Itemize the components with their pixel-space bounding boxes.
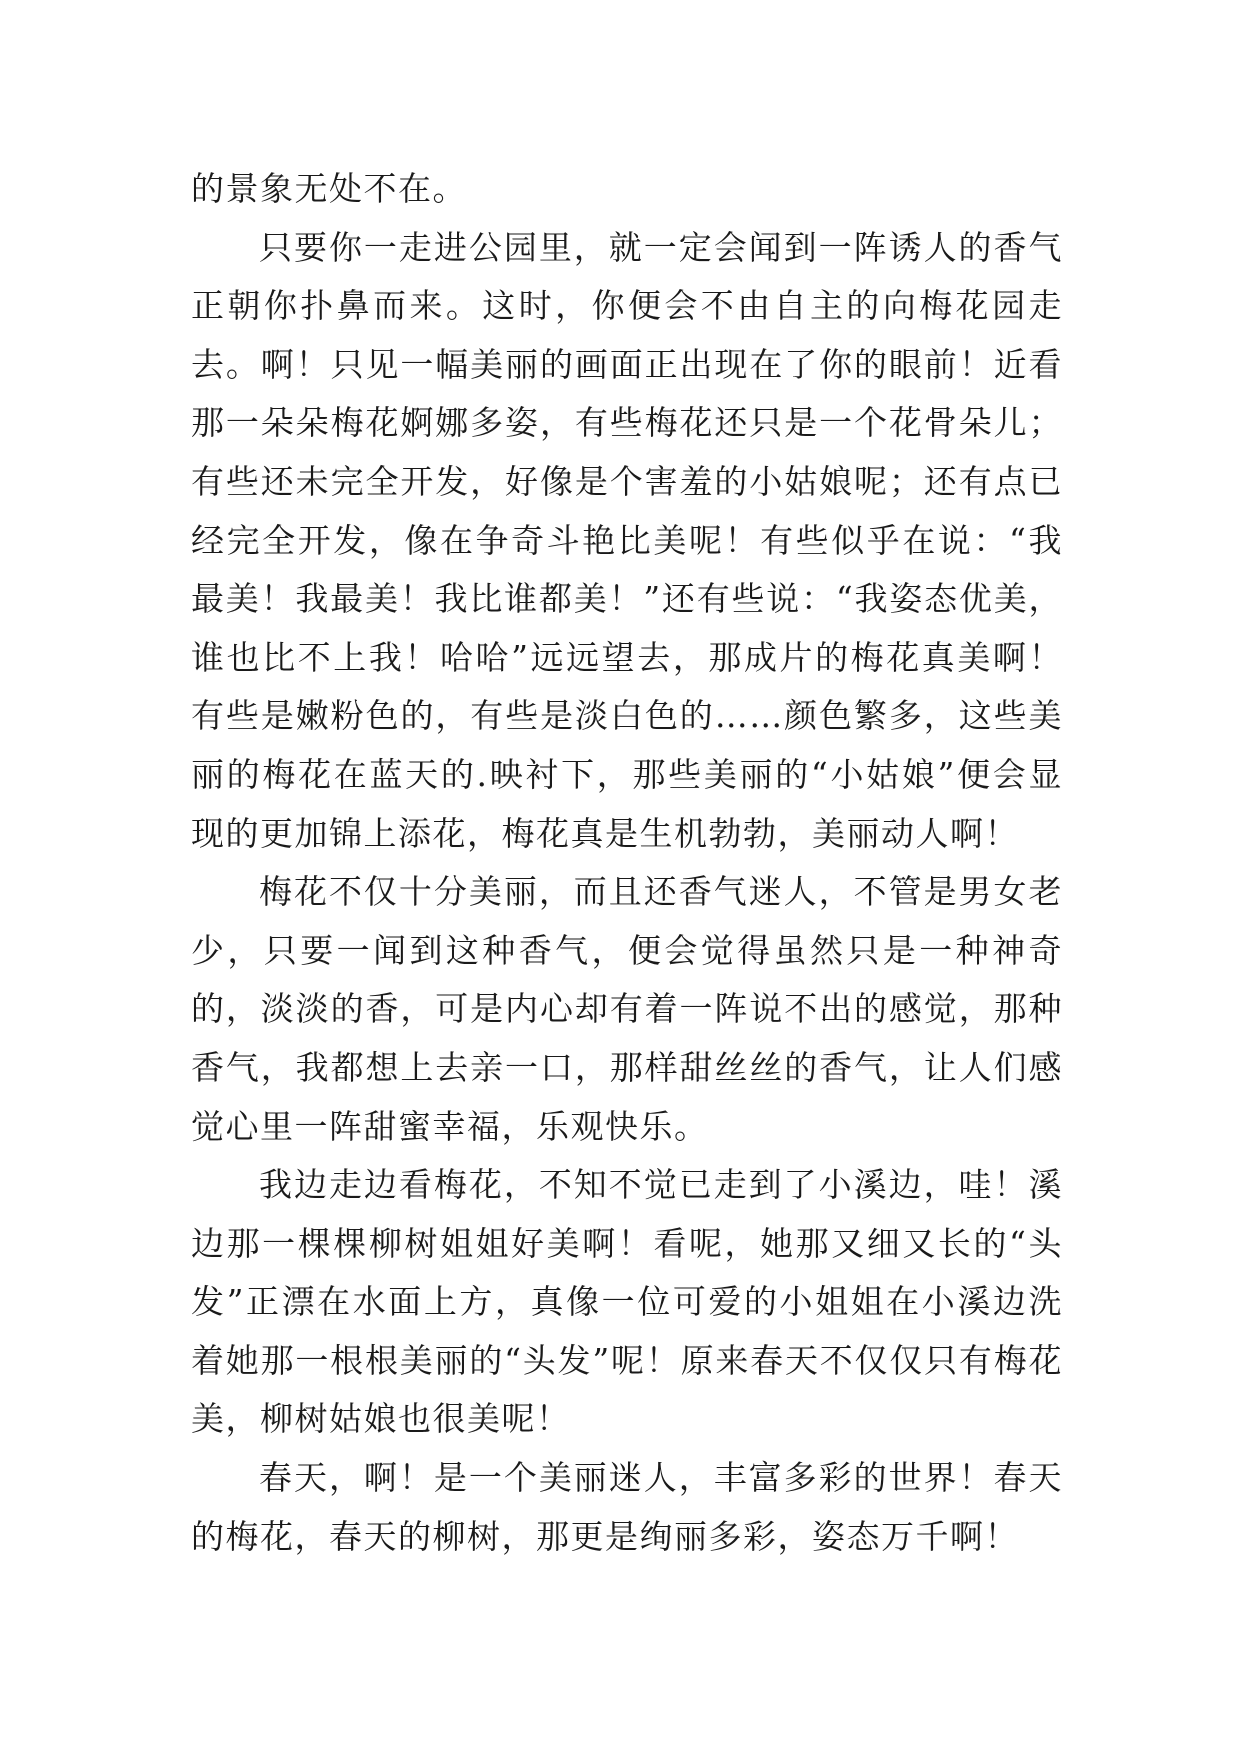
paragraph-2: 只要你一走进公园里，就一定会闻到一阵诱人的香气正朝你扑鼻而来。这时，你便会不由自主的向梅花园走去。啊！只见一幅美丽的画面正出现在了你的眼前！近看那一朵朵梅花婀娜多姿，有些梅花还只是一个花骨朵儿；有些还未完全开发，好像是个害羞的小姑娘呢；还有点已经完全开发，像在争奇斗艳比美呢！有些似乎在说：“我最美！我最美！我比谁都美！”还有些说：“我姿态优美，谁也比不上我！哈哈”远远望去，那成片的梅花真美啊！有些是嫩粉色的，有些是淡白色的……颜色繁多，这些美丽的梅花在蓝天的.映衬下，那些美丽的“小姑娘”便会显现的更加锦上添花，梅花真是生机勃勃，美丽动人啊！ (191, 227, 1063, 853)
paragraph-4: 我边走边看梅花，不知不觉已走到了小溪边，哇！溪边那一棵棵柳树姐姐好美啊！看呢，她那又细又长的“头发”正漂在水面上方，真像一位可爱的小姐姐在小溪边洗着她那一根根美丽的“头发”呢！原来春天不仅仅只有梅花美，柳树姑娘也很美呢！ (191, 1165, 1063, 1439)
paragraph-5: 春天，啊！是一个美丽迷人，丰富多彩的世界！春天的梅花，春天的柳树，那更是绚丽多彩，姿态万千啊！ (191, 1458, 1063, 1556)
paragraph-3: 梅花不仅十分美丽，而且还香气迷人，不管是男女老少，只要一闻到这种香气，便会觉得虽然只是一种神奇的，淡淡的香，可是内心却有着一阵说不出的感觉，那种香气，我都想上去亲一口，那样甜丝丝的香气，让人们感觉心里一阵甜蜜幸福，乐观快乐。 (191, 872, 1063, 1146)
paragraph-1: 的景象无处不在。 (191, 169, 467, 208)
document-body (191, 160, 1063, 1566)
